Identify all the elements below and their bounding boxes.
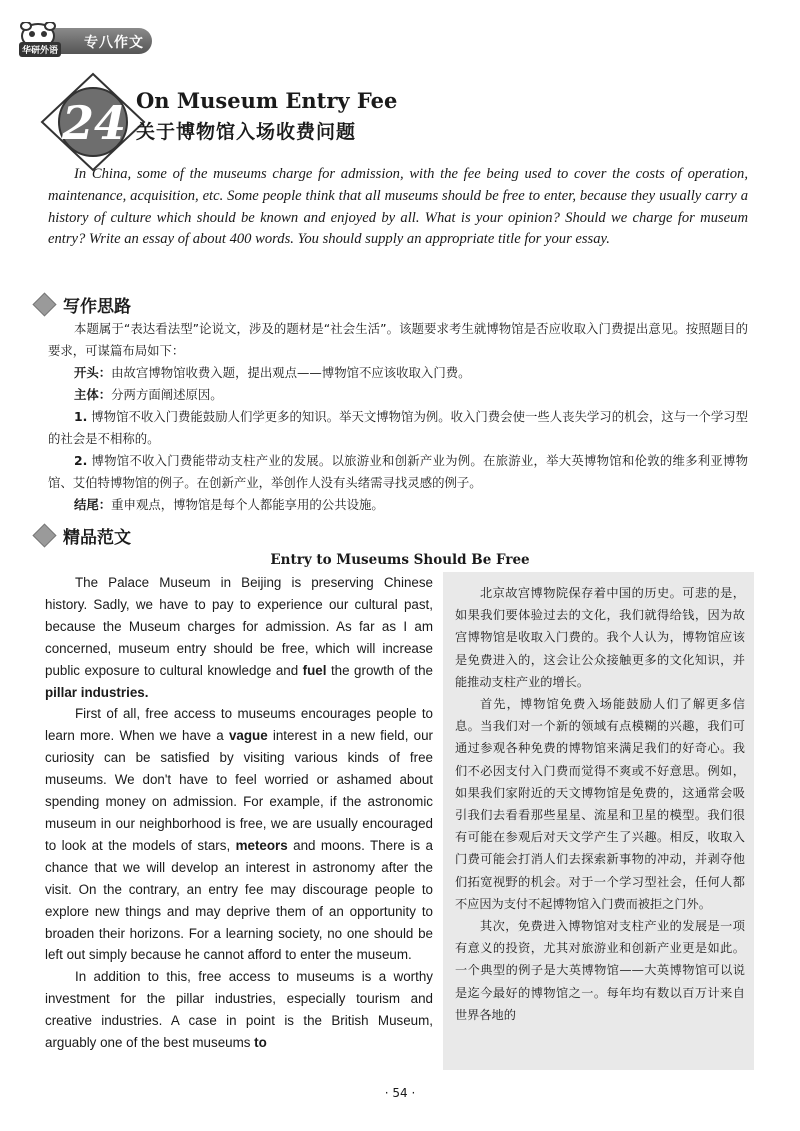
section-title: 精品范文 (63, 527, 131, 548)
text-run: In addition to this, free access to museums is a worthy investment for the pillar industries, especially tourism and creative industries. A case in point is the British Museum, arguably one of the best museums (45, 969, 433, 1051)
approach-body (48, 384, 748, 406)
essay-paragraph-1 (45, 572, 433, 703)
approach-intro: 本题属于“表达看法型”论说文，涉及的题材是“社会生活”。该题要求考生就博物馆是否应收取入门费提出意见。按照题目的要求，可谋篇布局如下： (48, 321, 748, 358)
topic-number: 24 (62, 96, 127, 150)
vocab-highlight: to (254, 1035, 267, 1051)
topic-title-en: On Museum Entry Fee (136, 88, 398, 113)
essay-english (45, 572, 433, 1054)
ending-text: 重申观点，博物馆是每个人都能享用的公共设施。 (111, 497, 384, 512)
topic-title-cn: 关于博物馆入场收费问题 (136, 121, 357, 143)
opening-label: 开头： (74, 365, 112, 380)
series-badge (10, 22, 160, 60)
point1-text: 博物馆不收入门费能鼓励人们学更多的知识。举天文博物馆为例。收入门费会使一些人丧失学习的机会，这与一个学习型的社会是不相称的。 (48, 409, 748, 446)
badge-label: 专八作文 (84, 35, 144, 51)
essay-paragraph-2 (45, 703, 433, 966)
text-run: The Palace Museum in Beijing is preserving Chinese history. Sadly, we have to pay to experience our cultural past, because the Museum charges for admission. As far as I am concerned, museum entry should be free, which will increase public exposure to cultural knowledge and (45, 575, 433, 678)
text-run: interest in a new field, our curiosity can be satisfied by visiting various kinds of free museums. We don't have to feel worried or ashamed about spending money on admission. For example, if the astronomic museum in our neighborhood is free, we are usually encouraged to look at the models of stars, (45, 728, 433, 853)
diamond-icon (32, 523, 56, 547)
translation-paragraph-2: 首先，博物馆免费入场能鼓励人们了解更多信息。当我们对一个新的领域有点模糊的兴趣，我们可通过参观各种免费的博物馆来满足我们的好奇心。我们不必因支付入门费而觉得不爽或不好意思。例如，如果我们家附近的天文博物馆是免费的，这通常会吸引我们去看看那些星星、流星和卫星的模型。我们很有可能在参观后对天文学产生了兴趣。相反，收取入门费可能会打消人们去探索新事物的冲动，并剥夺他们拓宽视野的机会。对于一个学习型社会，任何人都不应因为支付不起博物馆入门费而被拒之门外。 (455, 697, 745, 911)
approach-point-1 (48, 406, 748, 450)
section-heading-model (36, 522, 131, 548)
text-run: the growth of the (326, 662, 433, 678)
essay-title: Entry to Museums Should Be Free (270, 552, 530, 568)
approach-point-2 (48, 450, 748, 494)
diamond-icon (32, 292, 56, 316)
brand-text: 华研外语 (19, 42, 61, 57)
translation-paragraph-3: 其次，免费进入博物馆对支柱产业的发展是一项有意义的投资，尤其对旅游业和创新产业更是如此。一个典型的例子是大英博物馆——大英博物馆可以说是迄今最好的博物馆之一。每年均有数以百万计来自世界各地的 (455, 919, 745, 1022)
vocab-highlight: fuel (302, 662, 327, 678)
page-number: · 54 · (384, 1086, 416, 1100)
text-run: and moons. There is a chance that we will develop an interest in astronomy after the visit. On the contrary, an entry fee may discourage people to explore new things and may deprive them of an opportunity to broaden their horizons. For a learning society, no one should be left out simply because he cannot afford to enter the museum. (45, 837, 433, 963)
point1-label: 1. (74, 409, 88, 424)
body-text: 分两方面阐述原因。 (111, 387, 223, 402)
translation-box (443, 572, 754, 1070)
body-label: 主体： (74, 387, 112, 402)
point2-label: 2. (74, 453, 88, 468)
topic-number-badge (38, 72, 148, 172)
brand-logo (16, 22, 72, 60)
section-heading-outline (36, 291, 131, 317)
text-run: First of all, free access to museums encourages people to learn more. When we have a (45, 706, 433, 744)
vocab-highlight: pillar industries. (45, 684, 149, 700)
point2-text: 博物馆不收入门费能带动支柱产业的发展。以旅游业和创新产业为例。在旅游业，举大英博物馆和伦敦的维多利亚博物馆、艾伯特博物馆的例子。在创新产业，举创作人没有头绪需寻找灵感的例子。 (48, 453, 748, 490)
writing-approach (48, 318, 748, 516)
opening-text: 由故宫博物馆收费入题，提出观点——博物馆不应该收取入门费。 (111, 365, 471, 380)
approach-ending (48, 494, 748, 516)
vocab-highlight: vague (228, 728, 268, 744)
translation-paragraph-1: 北京故宫博物院保存着中国的历史。可悲的是，如果我们要体验过去的文化，我们就得给钱，因为故宫博物馆是收取入门费的。我个人认为，博物馆应该是免费进入的，这会让公众接触更多的文化知识，并能推动支柱产业的增长。 (455, 586, 745, 689)
ending-label: 结尾： (74, 497, 112, 512)
section-title: 写作思路 (63, 296, 131, 317)
essay-prompt: In China, some of the museums charge for admission, with the fee being used to cover the costs of operation, maintenance, acquisition, etc. Some people think that all museums should be free to enter, because they usually carry a history of culture which should be known and enjoyed by all. What is your opinion? Should we charge for museum entry? Write an essay of about 400 words. You should supply an appropriate title for your essay. (48, 166, 748, 248)
essay-paragraph-3 (45, 966, 433, 1054)
approach-opening (48, 362, 748, 384)
vocab-highlight: meteors (235, 837, 288, 853)
